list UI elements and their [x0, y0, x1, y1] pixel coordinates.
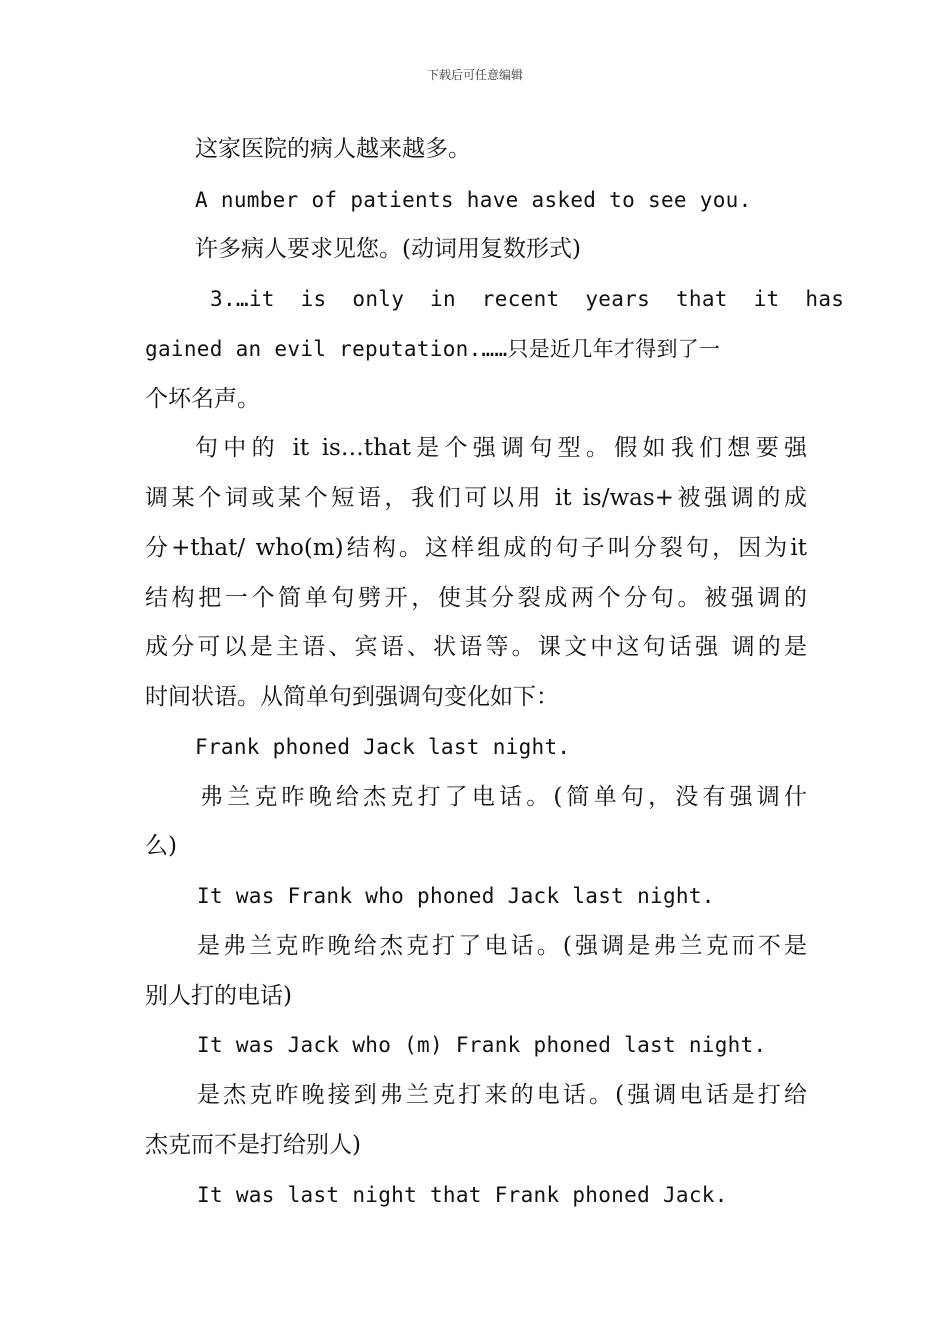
text-line: 成分可以是主语、宾语、状语等。课文中这句话强 调的是 — [145, 634, 807, 660]
text-line: 么) — [145, 833, 177, 859]
text-line: It was Jack who (m) Frank phoned last night. — [197, 1033, 767, 1057]
text-line: gained an evil reputation.……只是近几年才得到了一 — [145, 337, 721, 361]
text-line: 结构把一个简单句劈开，使其分裂成两个分句。被强调的 — [145, 585, 807, 611]
text-line: 是杰克昨晚接到弗兰克打来的电话。(强调电话是打给 — [197, 1082, 807, 1108]
page-header: 下载后可任意编辑 — [426, 68, 523, 82]
text-line: Frank phoned Jack last night. — [195, 735, 571, 759]
text-line: 调某个词或某个短语，我们可以用 it is/was+被强调的成 — [145, 485, 807, 511]
text-line: 3.…it is only in recent years that it has — [210, 287, 845, 311]
text-line: 别人打的电话) — [145, 983, 292, 1009]
text-line: It was last night that Frank phoned Jack. — [197, 1183, 728, 1207]
text-line: A number of patients have asked to see you. — [195, 188, 752, 212]
text-line: 许多病人要求见您。(动词用复数形式) — [195, 236, 581, 262]
text-line: 句中的 it is…that是个强调句型。假如我们想要强 — [195, 435, 807, 461]
text-line: It was Frank who phoned Jack last night. — [197, 884, 715, 908]
text-line: 是弗兰克昨晚给杰克打了电话。(强调是弗兰克而不是 — [197, 933, 807, 959]
text-line: 时间状语。从简单句到强调句变化如下： — [145, 684, 559, 710]
text-line: 分+that/ who(m)结构。这样组成的句子叫分裂句，因为it — [145, 535, 807, 561]
text-line: 这家医院的病人越来越多。 — [195, 136, 471, 162]
text-line: 个坏名声。 — [145, 386, 260, 412]
text-line: 弗兰克昨晚给杰克打了电话。(简单句，没有强调什 — [200, 784, 807, 810]
text-line: 杰克而不是打给别人) — [145, 1132, 361, 1158]
